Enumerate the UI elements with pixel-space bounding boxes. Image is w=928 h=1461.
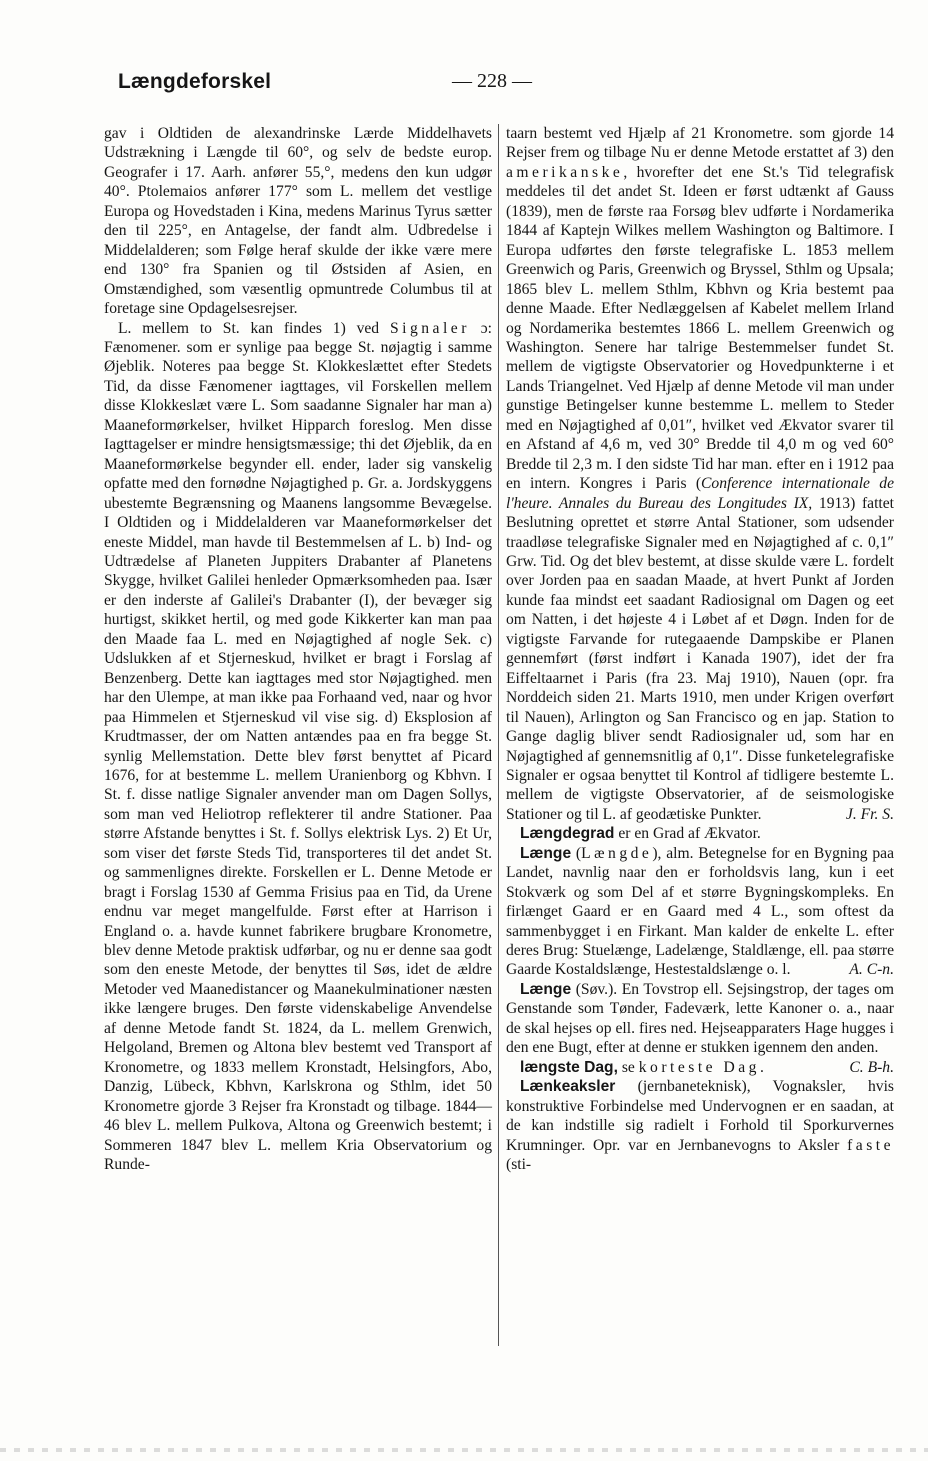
author-signature: J. Fr. S. <box>845 805 894 823</box>
right-column <box>506 124 894 1174</box>
page-header <box>0 70 928 104</box>
left-column <box>104 124 492 1174</box>
spaced-term: Signaler <box>389 319 470 337</box>
page-number: — 228 — <box>452 70 532 92</box>
italic-citation: Conference internationale de l'heure. Annales du Bureau des Longitudes IX, <box>506 475 894 512</box>
headword: Længdegrad <box>520 825 615 843</box>
spaced-term: amerikanske <box>506 163 624 181</box>
spaced-term: Længde <box>581 844 653 862</box>
author-signature: A. C-n. <box>849 961 894 979</box>
running-head: Længdeforskel <box>118 70 272 93</box>
scan-edge-noise <box>0 1448 928 1452</box>
headword: Lænkeaksler <box>520 1078 616 1096</box>
headword: Længe <box>520 844 572 862</box>
entry-laenge-1: Længe (Længde), alm. Betegnelse for en Bygning paa Landet, navnlig naar den er forholdsvis lang, kun i eet Stokværk og som Del af et større Bygningskompleks. En firlænget Gaard er en Gaard med 4 L., som oftest da sammenbygget i en Firkant. Man kalder de enkelte L. efter deres Brug: Stuelænge, Ladelænge, Staldlænge, ell. paa større Gaarde Kostaldslænge, Hestestaldslænge o. l. A. C-n. <box>506 844 895 979</box>
spaced-term: korteste Dag. <box>638 1058 768 1076</box>
entry-laenkeaksler: Lænkeaksler (jernbaneteknisk), Vognaksler, hvis konstruktive Forbindelse med Undervognen er en saadan, at de kan indstille sig radielt i Forhold til Sporkurvernes Krumninger. Opr. var en Jernbanevogns to Aksler faste (sti- <box>506 1078 895 1174</box>
paragraph: taarn bestemt ved Hjælp af 21 Kronometre. som gjorde 14 Rejser frem og tilbage Nu er denne Metode erstattet af 3) den amerikanske, hvorefter det ene St.'s Tid telegrafisk meddeles til det andet St. Ideen er først udtænkt af Gauss (1839), men de første raa Forsøg blev udførte i Nordamerika 1844 af Kaptejn Wilkes mellem Washington og Baltimore. I Europa udførtes den første telegrafiske L. 1853 mellem Greenwich og Paris, Greenwich og Bryssel, Sthlm og Upsala; 1865 blev L. mellem Sthlm, Kbhvn og Kria bestemt paa denne Maade. Efter Nedlæggelsen af Kabelet mellem Irland og Nordamerika bestemtes 1866 L. mellem Greenwich og Washington. Senere har talrige Bestemmelser fundet St. mellem de vigtigste Observatorier og Hovedpunkterne i et Lands Triangelnet. Ved Hjælp af denne Metode vil man under gunstige Betingelser kunne bestemme L. mellem to Steder med en Nøjagtighed af 0,01″, hvilket ved Ækvator svarer til en Afstand af 4,6 m, ved 30° Bredde til 4,0 m og ved 60° Bredde til 2,3 m. I den sidste Tid har man. efter en i 1912 paa en intern. Kongres i Paris (Conference internationale de l'heure. Annales du Bureau des Longitudes IX, 1913) fattet Beslutning oprettet et større Antal Stationer, som udsender traadløse telegrafiske Signaler med en Nøjagtighed af c. 0,1″ Grw. Tid. Og det blev bestemt, at disse skulde være L. fordelt over Jorden paa en saadan Maade, at hvert Punkt af Jorden kunde faa mindst eet saadant Radiosignal om Dagen og eet om Natten, i det højeste 4 i Løbet af et Døgn. Inden for de vigtigste Farvande for rutegaaende Dampskibe er Planen gennemført (først indført i Kanada 1907), idet der fra Eiffeltaarnet i Paris (fra 23. Maj 1910), Nauen (opr. fra Norddeich siden 21. Marts 1910, men under Krigen overført til Nauen), Arlington og San Francisco og en jap. Station to Gange daglig bliver sendt Radiosignaler ud, som har en Nøjagtighed af gennemsnitlig af 0,1″. Disse funketelegrafiske Signaler er ogsaa benyttet til Kontrol af tidligere bestemte L. mellem de vigtigste Observatorier, af de seismologiske Stationer og til L. af geodætiske Punkter. J. Fr. S. <box>506 125 894 823</box>
entry-laenge-2: Længe (Søv.). En Tovstrop ell. Sejsingstrop, der tages om Genstande som Tønder, Fadeværk, lette Kanoner o. a., naar de skal hejses op ell. fires ned. Hejseapparaters Hage hugges i den ene Bugt, efter at denne er stukken igennem den anden. C. B-h. <box>506 980 894 1076</box>
headword: Længe <box>520 980 572 998</box>
headword: længste Dag, <box>520 1058 618 1076</box>
author-signature: C. B-h. <box>849 1058 894 1076</box>
entry-laengdegrad: Længdegrad er en Grad af Ækvator. <box>520 825 761 843</box>
paragraph: gav i Oldtiden de alexandrinske Lærde Middelhavets Udstrækning i Længde til 60°, og selv de bedste europ. Geografer i 17. Aarh. anfører 55,°, medens den kun udgør 40°. Ptolemaios anfører 177° som L. mellem det vestlige Europa og Hovedstaden i Kina, medens Marinus Tyrus sætter den til 225°, en Antagelse, der fandt alm. Udbredelse i Middelalderen; som Følge heraf skulde der ikke være mere end 130° fra Spanien og til Østsiden af Asien, en Omstændighed, som væsentlig opmuntrede Columbus til at foretage sine Opdagelsesrejser. <box>104 125 492 318</box>
column-divider <box>498 124 499 1346</box>
entry-laengste-dag: længste Dag, se korteste Dag. <box>520 1058 768 1076</box>
spaced-term: faste <box>847 1136 895 1154</box>
paragraph: L. mellem to St. kan findes 1) ved Signaler ɔ: Fænomener. som er synlige paa begge St. nøjagtig i samme Øjeblik. Noteres paa begge St. Klokkeslættet efter Stedets Tid, da disse Fænomener iagttages, vil Forskellen mellem disse Klokkeslæt være L. Som saadanne Signaler har man a) Maaneformørkelser, hvilket Hipparch foreslog. Men disse Iagttagelser er mindre hensigtsmæssige; thi det Øjeblik, da en Maaneformørkelse begynder ell. ender, lader sig vanskelig opfatte med den fornødne Nøjagtighed p. Gr. a. Jordskyggens ubestemte Begrænsning og Maanens langsomme Bevægelse. I Oldtiden og i Middelalderen var Maaneformørkelser det eneste Middel, man havde til Bestemmelsen af L. b) Ind- og Udtrædelse af Planeten Juppiters Drabanter af Planetens Skygge, hvilket Galilei henleder Opmærksomheden paa. Især er den inderste af Galilei's Drabanter (I), der bevæger sig hurtigst, skikket hertil, og med gode Kikkerter kan man paa den Maade faa L. med en Nøjagtighed af nogle Sek. c) Udslukken af et Stjerneskud, hvilket er bragt i Forslag af Benzenberg. Dette kan iagttages med stor Nøjagtighed. men har den Ulempe, at man ikke paa Forhaand ved, naar og hvor paa Himmelen et Stjerneskud vil vise sig. d) Eksplosion af Krudtmasser, der om Natten antændes paa en fra begge St. synlig Mellemstation. Dette blev først benyttet af Picard 1676, for at bestemme L. mellem Uranienborg og Kbhvn. I St. f. disse natlige Signaler anvender man om Dagen Sollys, som man ved Heliotrop reflekterer til andre Stationer. Paa større Afstande benyttes i St. f. Sollys elektrisk Lys. 2) Et Ur, som viser det første Steds Tid, transporteres til det andet St. og sammenlignes direkte. Forskellen er L. Denne Metode er bragt i Forslag 1530 af Gemma Frisius paa en Tid, da Urene endnu var meget mangelfulde. Først efter at Harrison i England o. a. havde kunnet fabrikere brugbare Kronometre, blev denne Metode praktisk udførbar, og nu er denne saa godt som den eneste Metode, der benyttes til Søs, idet de ældre Metoder ved Maanedistancer og Maanekulminationer næsten ikke længere bruges. Den første videnskabelige Anvendelse af denne Metode fandt St. 1824, da L. mellem Grenwich, Helgoland, Bremen og Altona blev bestemt ved Transport af Kronometre, og 1833 mellem Kronstadt, Helsingfors, Abo, Danzig, Lübeck, Kbhvn, Karlskrona og Sthlm, idet 50 Kronometre gjorde 3 Rejser fra Kronstadt og tilbage. 1844—46 blev L. mellem Pulkova, Altona og Greenwich bestemt; i Sommeren 1847 blev L. mellem Kria Observatorium og Runde- <box>104 319 492 1174</box>
